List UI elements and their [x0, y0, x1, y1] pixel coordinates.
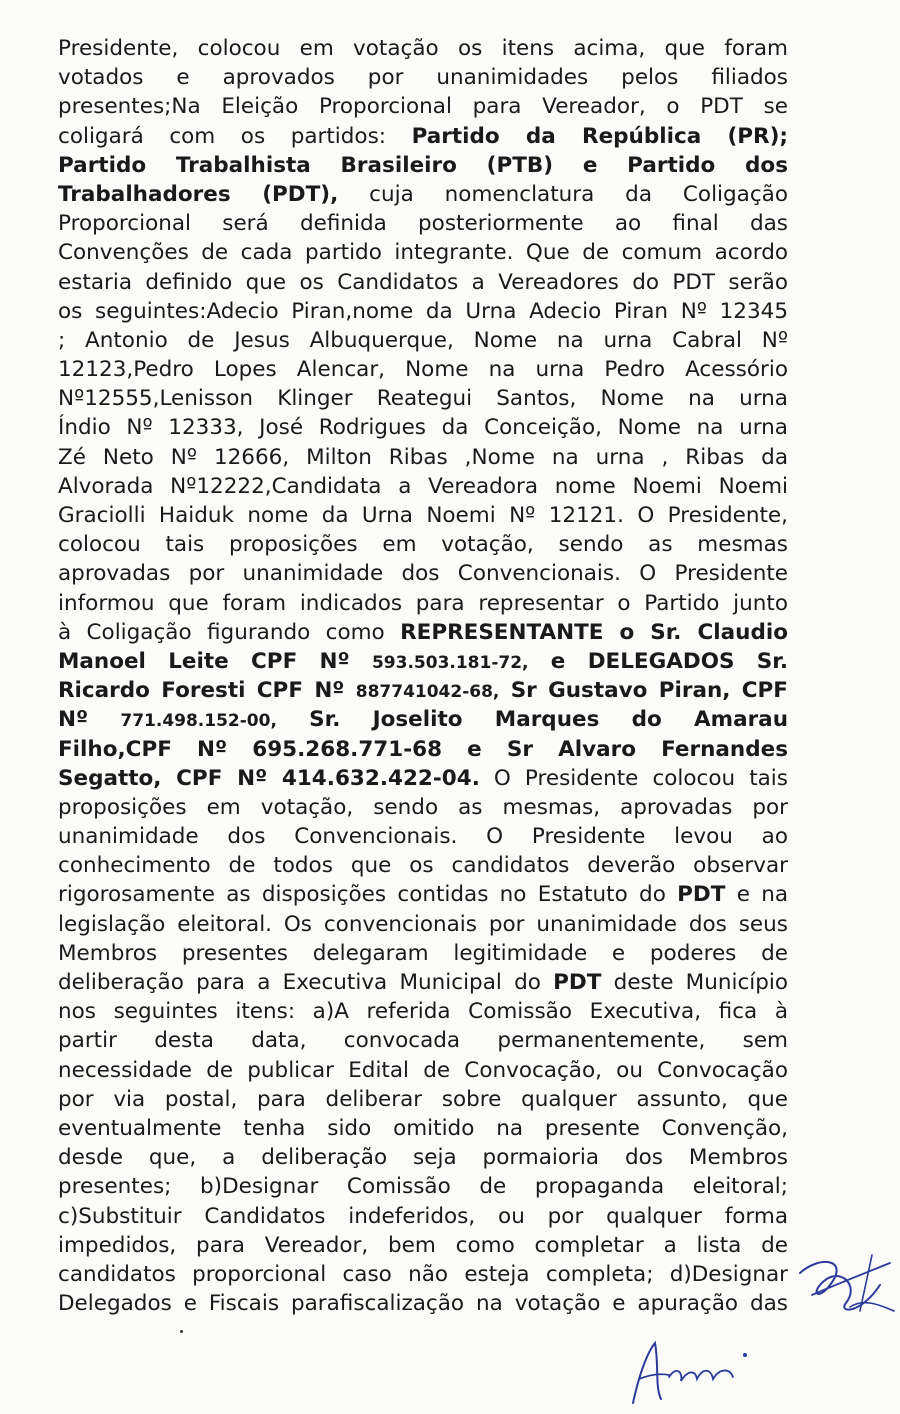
text-run: Partido Trabalhista Brasileiro (PTB) e Partido dos: [58, 152, 788, 178]
text-run: Graciolli Haiduk nome da Urna Noemi Nº 12121. O Presidente,: [58, 503, 788, 528]
text-run: REPRESENTANTE o Sr. Claudio: [400, 619, 788, 645]
text-line: [58, 34, 788, 63]
text-run: conhecimento de todos que os candidatos deverão observar: [58, 853, 788, 879]
text-run: Partido da República (PR);: [411, 123, 789, 149]
text-line: [58, 443, 788, 472]
text-run: por via postal, para deliberar sobre qualquer assunto, que: [58, 1086, 788, 1112]
text-run: Trabalhadores (PDT),: [58, 181, 339, 207]
text-line: [58, 326, 788, 355]
text-line: [58, 851, 788, 880]
text-run: c)Substituir Candidatos indeferidos, ou por qualquer forma: [58, 1203, 788, 1229]
text-run: Segatto, CPF Nº 414.632.422-04.: [58, 765, 480, 791]
text-run: Presidente, colocou em votação os itens acima, que foram: [58, 36, 788, 61]
text-run: proposições em votação, sendo as mesmas, aprovadas por: [58, 794, 788, 820]
signature-initials-bottom: [625, 1325, 775, 1410]
text-line: [58, 997, 788, 1026]
text-run: partir desta data, convocada permanentemente, sem: [58, 1028, 788, 1054]
signature-initials-right: [790, 1245, 900, 1325]
text-line: [58, 968, 788, 997]
text-line: [58, 910, 788, 939]
text-run: colocou tais proposições em votação, sendo as mesmas: [58, 532, 788, 558]
text-run: PDT: [553, 970, 602, 995]
text-run: presentes;Na Eleição Proporcional para Vereador, o PDT se: [58, 94, 788, 120]
text-line: [58, 1260, 788, 1289]
text-run: Delegados e Fiscais parafiscalização na votação e apuração das: [58, 1291, 788, 1317]
document-body: [58, 34, 788, 1318]
text-run: impedidos, para Vereador, bem como completar a lista de: [58, 1232, 788, 1258]
text-run: nos seguintes itens: a)A referida Comissão Executiva, fica à: [58, 999, 788, 1025]
text-line: [58, 472, 788, 501]
text-line: [58, 589, 788, 618]
text-run: presentes; b)Designar Comissão de propaganda eleitoral;: [58, 1174, 788, 1200]
text-run: Manoel Leite CPF Nº: [58, 648, 372, 674]
text-line: [58, 180, 788, 209]
text-line: [58, 939, 788, 968]
text-run: deliberação para a Executiva Municipal do: [58, 970, 554, 995]
text-run: unanimidade dos Convencionais. O Presidente levou ao: [58, 824, 788, 850]
text-line: [58, 1202, 788, 1231]
text-line: [58, 1056, 788, 1085]
text-line: [58, 355, 788, 384]
text-run: Membros presentes delegaram legitimidade e poderes de: [58, 940, 788, 966]
text-line: [58, 122, 788, 151]
text-run: informou que foram indicados para representar o Partido junto: [58, 590, 788, 616]
text-run: Nº12555,Lenisson Klinger Reategui Santos, Nome na urna: [58, 386, 788, 412]
text-run: votados e aprovados por unanimidades pelos filiados: [58, 65, 788, 91]
text-run: Filho,CPF Nº 695.268.771-68 e Sr Alvaro Fernandes: [58, 736, 788, 762]
text-line: [58, 151, 788, 180]
text-line: [58, 92, 788, 121]
text-run: Zé Neto Nº 12666, Milton Ribas ,Nome na urna , Ribas da: [58, 444, 788, 470]
text-line: [58, 530, 788, 559]
text-line: [58, 1231, 788, 1260]
text-run: cuja nomenclatura da Coligação: [338, 181, 788, 207]
text-line: [58, 268, 788, 297]
text-line: [58, 209, 788, 238]
text-run: PDT: [677, 882, 726, 908]
text-run: Sr. Joselito Marques do Amarau: [276, 707, 788, 733]
text-run: 771.498.152-00,: [120, 711, 277, 732]
text-line: [58, 793, 788, 822]
text-line: [58, 63, 788, 92]
text-run: Nº: [58, 707, 121, 733]
text-line: [58, 618, 788, 647]
text-run: coligará com os partidos:: [58, 123, 412, 149]
text-run: ; Antonio de Jesus Albuquerque, Nome na urna Cabral Nº: [58, 327, 788, 353]
text-line: [58, 384, 788, 413]
text-line: [58, 297, 788, 326]
text-run: desde que, a deliberação seja pormaioria dos Membros: [58, 1145, 788, 1171]
text-line: [58, 1143, 788, 1172]
text-line: [58, 1172, 788, 1201]
text-run: candidatos proporcional caso não esteja completa; d)Designar: [58, 1261, 788, 1287]
text-line: [58, 413, 788, 442]
text-line: [58, 705, 788, 734]
text-line: [58, 822, 788, 851]
text-line: [58, 676, 788, 705]
text-line: [58, 735, 788, 764]
text-line: [58, 880, 788, 909]
text-run: 593.503.181-72,: [371, 652, 529, 673]
text-run: necessidade de publicar Edital de Convocação, ou Convocação: [58, 1057, 788, 1083]
ink-speck: [180, 1330, 183, 1333]
text-run: à Coligação figurando como: [58, 619, 401, 645]
text-line: [58, 1026, 788, 1055]
text-run: eventualmente tenha sido omitido na presente Convenção,: [58, 1115, 788, 1141]
text-line: [58, 238, 788, 267]
text-line: [58, 764, 788, 793]
text-run: Ricardo Foresti CPF Nº: [58, 678, 356, 704]
text-run: legislação eleitoral. Os convencionais por unanimidade dos seus: [58, 911, 788, 937]
text-run: aprovadas por unanimidade dos Convencionais. O Presidente: [58, 561, 788, 587]
text-run: estaria definido que os Candidatos a Vereadores do PDT serão: [58, 269, 788, 295]
text-run: e na: [725, 882, 789, 908]
text-run: Convenções de cada partido integrante. Que de comum acordo: [58, 240, 788, 266]
text-line: [58, 1289, 788, 1318]
text-run: Proporcional será definida posteriormente ao final das: [58, 211, 788, 237]
text-run: Índio Nº 12333, José Rodrigues da Conceição, Nome na urna: [58, 415, 788, 441]
text-line: [58, 647, 788, 676]
text-run: os seguintes:Adecio Piran,nome da Urna Adecio Piran Nº 12345: [58, 298, 788, 324]
text-run: rigorosamente as disposições contidas no Estatuto do: [58, 882, 678, 908]
text-line: [58, 1114, 788, 1143]
text-line: [58, 1085, 788, 1114]
text-line: [58, 501, 788, 530]
text-run: e DELEGADOS Sr.: [528, 648, 788, 674]
text-run: 12123,Pedro Lopes Alencar, Nome na urna Pedro Acessório: [58, 357, 788, 383]
text-run: Sr Gustavo Piran, CPF: [499, 678, 788, 704]
text-line: [58, 559, 788, 588]
text-run: 887741042-68,: [355, 682, 500, 703]
text-run: Alvorada Nº12222,Candidata a Vereadora nome Noemi Noemi: [58, 473, 788, 499]
text-run: deste Município: [601, 970, 789, 995]
text-run: O Presidente colocou tais: [479, 765, 788, 791]
